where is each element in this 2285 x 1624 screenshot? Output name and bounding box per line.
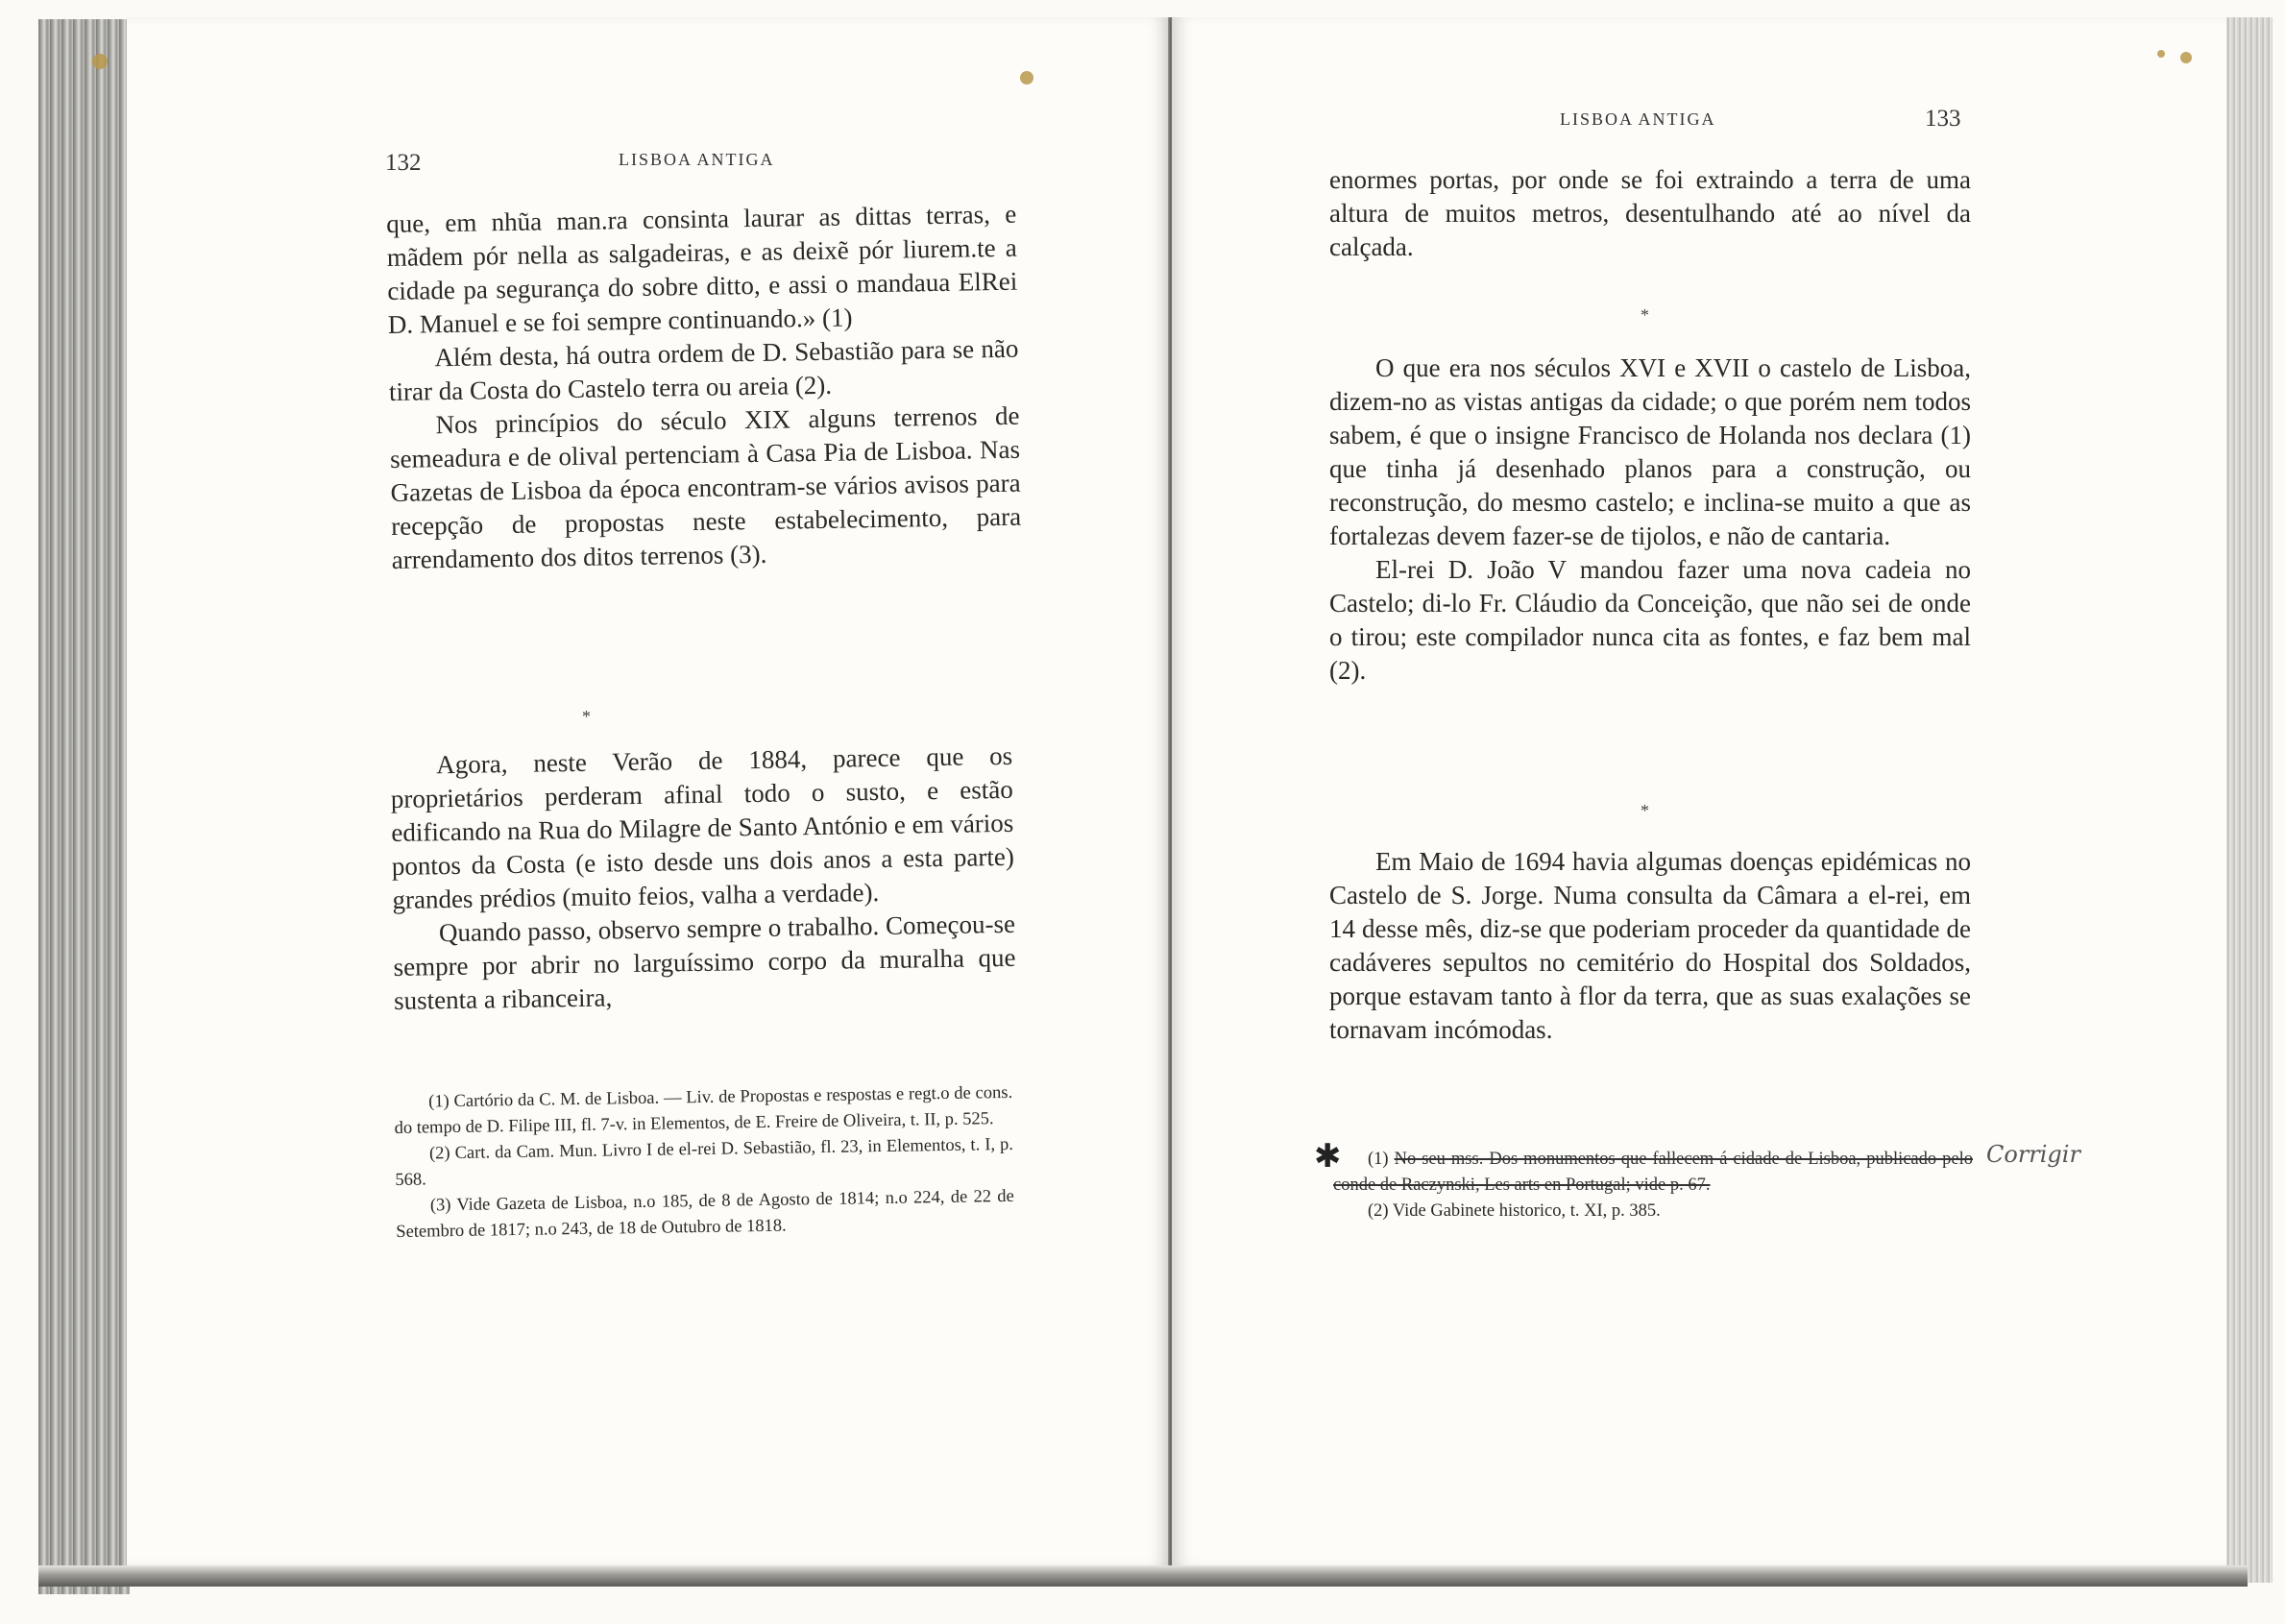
footnote-1 [1333, 1147, 1973, 1199]
left-footnotes [394, 1080, 1014, 1246]
section-separator: * [1641, 801, 1649, 820]
paragraph-4: Agora, neste Verão de 1884, parece que os proprietários perderam afinal todo o susto, e estão edificando na Rua do Milagre de Santo António e em vários pontos da Costa (e isto desde uns dois anos a esta parte) grandes prédios (muito feios, valha a verdade). [390, 740, 1015, 914]
running-head: LISBOA ANTIGA [1560, 109, 1716, 129]
book-edge-bottom [38, 1565, 2248, 1587]
left-page [127, 17, 1170, 1565]
binding-hole [1020, 71, 1033, 85]
section-separator: * [582, 707, 591, 726]
left-body-2 [390, 739, 1016, 1018]
footnote-1-struck-text: No seu mss. Dos monumentos que fallecem á cidade de Lisboa, publicado pelo conde de Raczynski, Les arts en Portugal; vide p. 67. [1333, 1150, 1974, 1195]
paragraph-3: Nos princípios do século XIX alguns terrenos de semeadura e de olival pertenciam à Casa Pia de Lisboa. Nas Gazetas de Lisboa da época encontram-se vários avisos para recepção de propostas neste estabelecimento, para arrendamento dos ditos terrenos (3). [389, 400, 1022, 574]
footnote-2: (2) Cart. da Cam. Mun. Livro I de el-rei D. Sebastião, fl. 23, in Elementos, t. I, p. 568. [395, 1134, 1014, 1190]
paragraph-2: Além desta, há outra ordem de D. Sebastião para se não tirar da Costa do Castelo terra ou areia (2). [388, 333, 1019, 406]
paragraph-3: El-rei D. João V mandou fazer uma nova cadeia no Castelo; di-lo Fr. Cláudio da Conceição, que não sei de onde o tirou; este compilador nunca cita as fontes, e faz bem mal (2). [1329, 555, 1971, 685]
page-number: 133 [1925, 106, 1961, 132]
binding-hole [2157, 50, 2165, 58]
footnote-2: (2) Vide Gabinete historico, t. XI, p. 385. [1368, 1201, 1661, 1221]
paragraph-2: O que era nos séculos XVI e XVII o castelo de Lisboa, dizem-no as vistas antigas da cidade; o que porém nem todos sabem, é que o insigne Francisco de Holanda nos declara (1) que tinha já desenhado planos para a construção, ou reconstrução, do mesmo castelo; e inclina-se muito a que as fortalezas devem fazer-se de tijolos, e não de cantaria. [1329, 353, 1971, 550]
right-footnotes [1333, 1147, 1973, 1224]
right-body [1329, 163, 1971, 264]
paragraph-1: que, em nhũa man.ra consinta laurar as dittas terras, e mãdem pór nella as salgadeiras, e as deixẽ pór liurem.te a cidade pa segurança do sobre ditto, e assi o mandaua ElRei D. Manuel e se foi sempre continuando.» (1) [386, 199, 1018, 339]
running-head: LISBOA ANTIGA [619, 150, 775, 169]
right-body-3 [1329, 845, 1971, 1047]
page-number: 132 [385, 150, 422, 176]
left-body [386, 198, 1022, 577]
footnote-1-label: (1) [1368, 1150, 1389, 1169]
book-edge-right [2226, 17, 2273, 1583]
right-page [1172, 17, 2226, 1565]
handwritten-note: Corrigir [1986, 1141, 2080, 1168]
book-edge-left [38, 19, 130, 1594]
paragraph-4: Em Maio de 1694 havia algumas doenças epidémicas no Castelo de S. Jorge. Numa consulta da Câmara a el-rei, em 14 desse mês, diz-se que poderiam proceder da quantidade de cadáveres sepultos no cemitério do Hospital dos Soldados, porque estavam tanto à flor da terra, que as suas exalações se tornavam incómodas. [1329, 847, 1971, 1044]
section-separator: * [1641, 305, 1649, 325]
footnote-1: (1) Cartório da C. M. de Lisboa. — Liv. de Propostas e respostas e regt.o de cons. do tempo de D. Filipe III, fl. 7-v. in Elementos, de E. Freire de Oliveira, t. II, p. 525. [394, 1082, 1013, 1138]
paragraph-1: enormes portas, por onde se foi extraindo a terra de uma altura de muitos metros, desentulhando até ao nível da calçada. [1329, 165, 1971, 261]
paragraph-5: Quando passo, observo sempre o trabalho. Começou-se sempre por abrir no larguíssimo corpo da muralha que sustenta a ribanceira, [393, 909, 1016, 1015]
footnote-3: (3) Vide Gazeta de Lisboa, n.o 185, de 8 de Agosto de 1814; n.o 224, de 22 de Setembro de 1817; n.o 243, de 18 de Outubro de 1818. [396, 1186, 1014, 1242]
handwritten-asterisk: ✱ [1314, 1137, 1342, 1176]
binding-hole [92, 54, 108, 69]
right-body-2 [1329, 351, 1971, 688]
binding-hole [2180, 52, 2192, 63]
